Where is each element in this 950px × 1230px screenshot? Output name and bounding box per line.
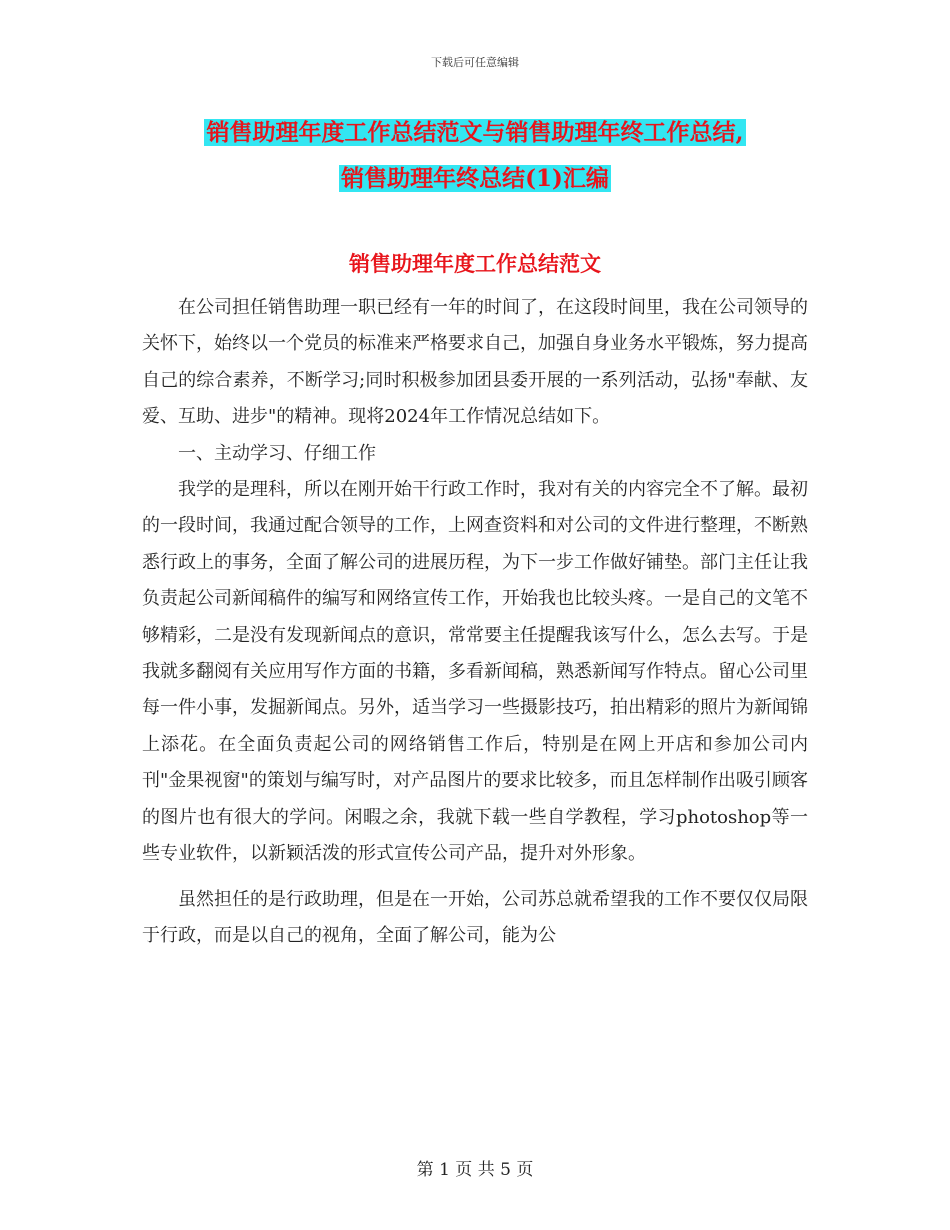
header-note: 下载后可任意编辑	[431, 56, 519, 69]
title-line-2: 销售助理年终总结(1)汇编	[341, 165, 609, 192]
document-title	[0, 110, 950, 202]
page-number: 第 1 页 共 5 页	[416, 1160, 534, 1180]
document-body	[142, 290, 808, 954]
title-line-1: 销售助理年度工作总结范文与销售助理年终工作总结,	[206, 119, 744, 146]
paragraph: 我学的是理科，所以在刚开始干行政工作时，我对有关的内容完全不了解。最初的一段时间，我通过配合领导的工作，上网查资料和对公司的文件进行整理，不断熟悉行政上的事务，全面了解公司的进展历程，为下一步工作做好铺垫。部门主任让我负责起公司新闻稿件的编写和网络宣传工作，开始我也比较头疼。一是自己的文笔不够精彩，二是没有发现新闻点的意识，常常要主任提醒我该写什么，怎么去写。于是我就多翻阅有关应用写作方面的书籍，多看新闻稿，熟悉新闻写作特点。留心公司里每一件小事，发掘新闻点。另外，适当学习一些摄影技巧，拍出精彩的照片为新闻锦上添花。在全面负责起公司的网络销售工作后，特别是在网上开店和参加公司内刊"金果视窗"的策划与编写时，对产品图片的要求比较多，而且怎样制作出吸引顾客的图片也有很大的学问。闲暇之余，我就下载一些自学教程，学习photoshop等一些专业软件，以新颖活泼的形式宣传公司产品，提升对外形象。	[142, 479, 808, 865]
paragraph: 虽然担任的是行政助理，但是在一开始，公司苏总就希望我的工作不要仅仅局限于行政，而是以自己的视角，全面了解公司，能为公	[142, 888, 808, 946]
section-title: 销售助理年度工作总结范文	[349, 251, 601, 276]
paragraph: 在公司担任销售助理一职已经有一年的时间了，在这段时间里，我在公司领导的关怀下，始终以一个党员的标准来严格要求自己，加强自身业务水平锻炼，努力提高自己的综合素养，不断学习;同时积极参加团县委开展的一系列活动，弘扬"奉献、友爱、互助、进步"的精神。现将2024年工作情况总结如下。	[142, 297, 808, 428]
subheading: 一、主动学习、仔细工作	[178, 442, 376, 464]
